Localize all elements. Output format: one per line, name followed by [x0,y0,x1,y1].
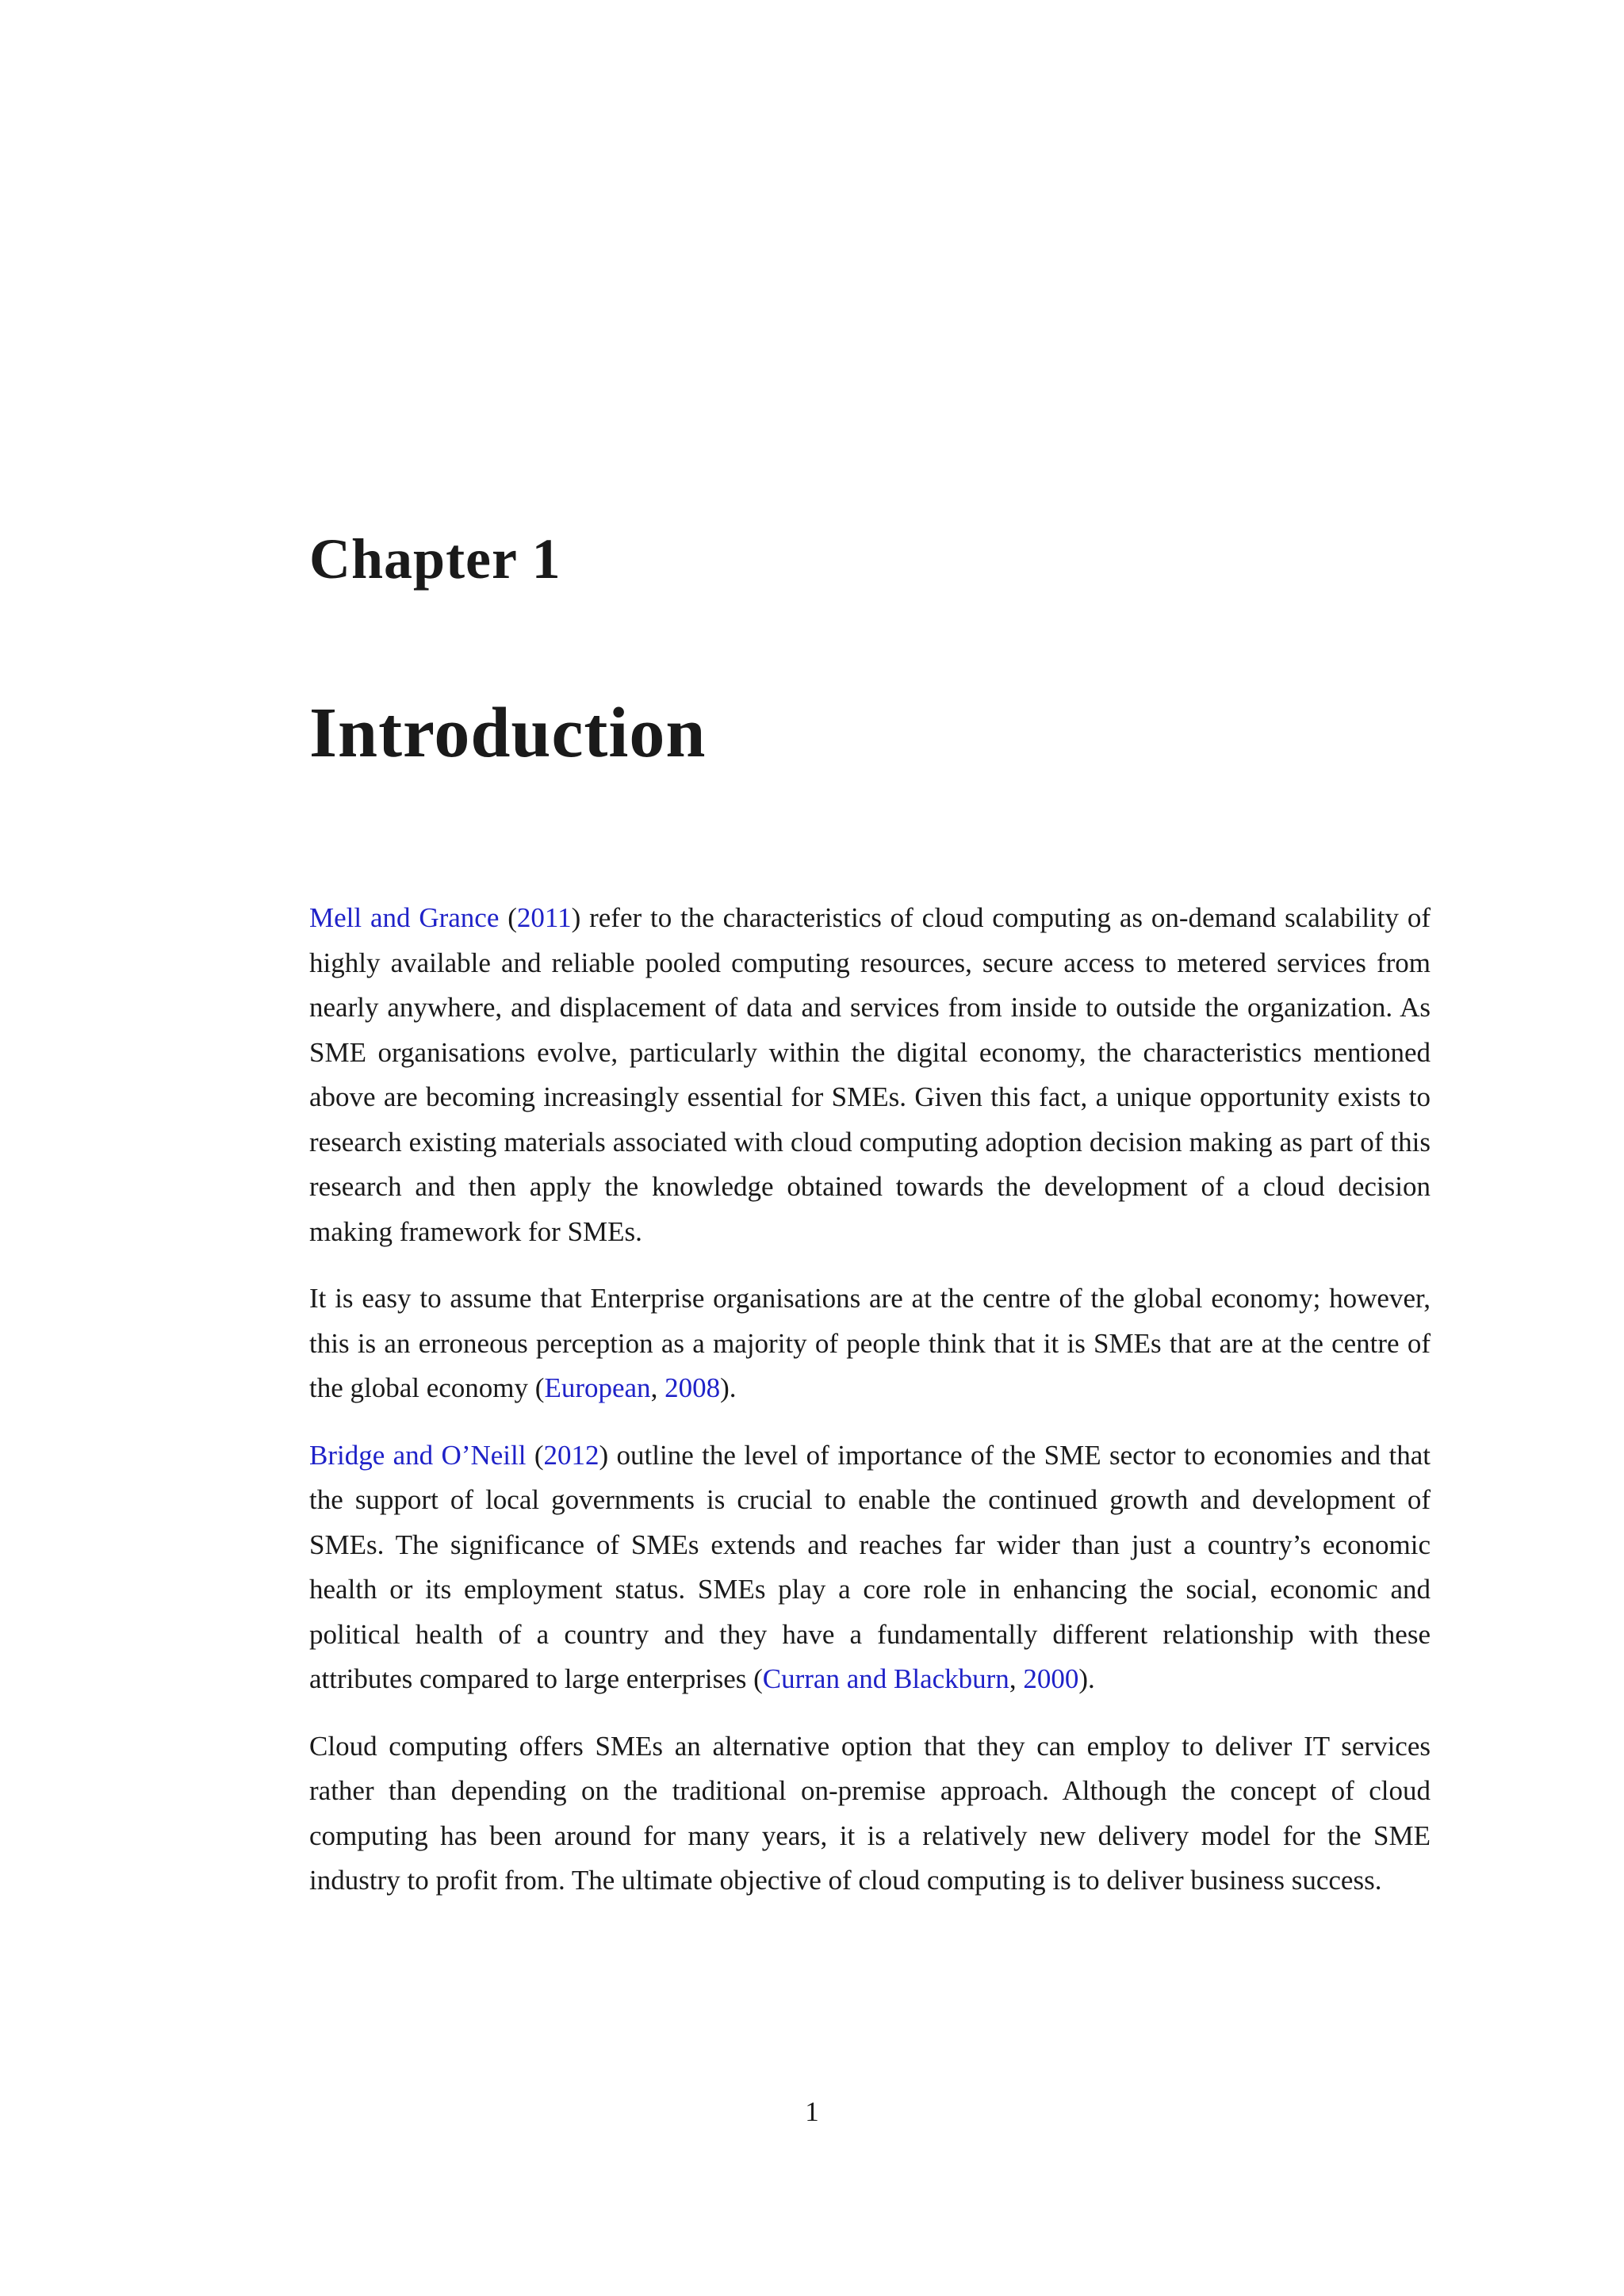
paragraph-1 [309,896,1431,1254]
citation-separator: , [1009,1663,1024,1694]
citation-link-bridge-oneill[interactable]: Bridge and O’Neill [309,1439,527,1471]
page-number: 1 [805,2096,819,2127]
chapter-title: Introduction [309,694,707,772]
citation-close: ). [720,1372,737,1403]
citation-year-link[interactable]: 2008 [665,1372,721,1403]
citation-close: ). [1078,1663,1095,1694]
citation-separator: , [650,1372,665,1403]
chapter-label: Chapter 1 [309,527,561,591]
paragraph-text: It is easy to assume that Enterprise organisations are at the centre of the global economy; however, this is an erroneous perception as a majority of people think that it is SMEs that are at the centre of the global economy ( [309,1283,1431,1403]
citation-year-link[interactable]: 2012 [543,1439,599,1471]
paragraph-2 [309,1276,1431,1411]
citation-year-link[interactable]: 2011 [516,902,572,933]
citation-link-mell-grance[interactable]: Mell and Grance [309,902,500,933]
body-text [309,896,1431,1926]
paragraph-text: ) outline the level of importance of the SME sector to economies and that the support of local governments is crucial to enable the continued growth and development of SMEs. The significance of SMEs extends and reaches far wider than just a country’s economic health or its employment status. SMEs play a core role in enhancing the social, economic and political health of a country and they have a fundamentally different relationship with these attributes compared to large enterprises ( [309,1439,1431,1694]
citation-link-curran-blackburn[interactable]: Curran and Blackburn [762,1663,1009,1694]
paragraph-text: ) refer to the characteristics of cloud computing as on-demand scalability of highly available and reliable pooled computing resources, secure access to metered services from nearly anywhere, and displacement of data and services from inside to outside the organization. As SME organisations evolve, particularly within the digital economy, the characteristics mentioned above are becoming increasingly essential for SMEs. Given this fact, a unique opportunity exists to research existing materials associated with cloud computing adoption decision making as part of this research and then apply the knowledge obtained towards the development of a cloud decision making framework for SMEs. [309,902,1431,1247]
paragraph-4 [309,1724,1431,1904]
citation-paren: ( [526,1439,544,1471]
citation-year-link[interactable]: 2000 [1023,1663,1079,1694]
citation-link-european[interactable]: European [544,1372,651,1403]
citation-paren: ( [499,902,517,933]
paragraph-3 [309,1433,1431,1702]
paragraph-text: Cloud computing offers SMEs an alternative option that they can employ to deliver IT services rather than depending on the traditional on-premise approach. Although the concept of cloud computing has been around for many years, it is a relatively new delivery model for the SME industry to profit from. The ultimate objective of cloud computing is to deliver business success. [309,1730,1431,1896]
